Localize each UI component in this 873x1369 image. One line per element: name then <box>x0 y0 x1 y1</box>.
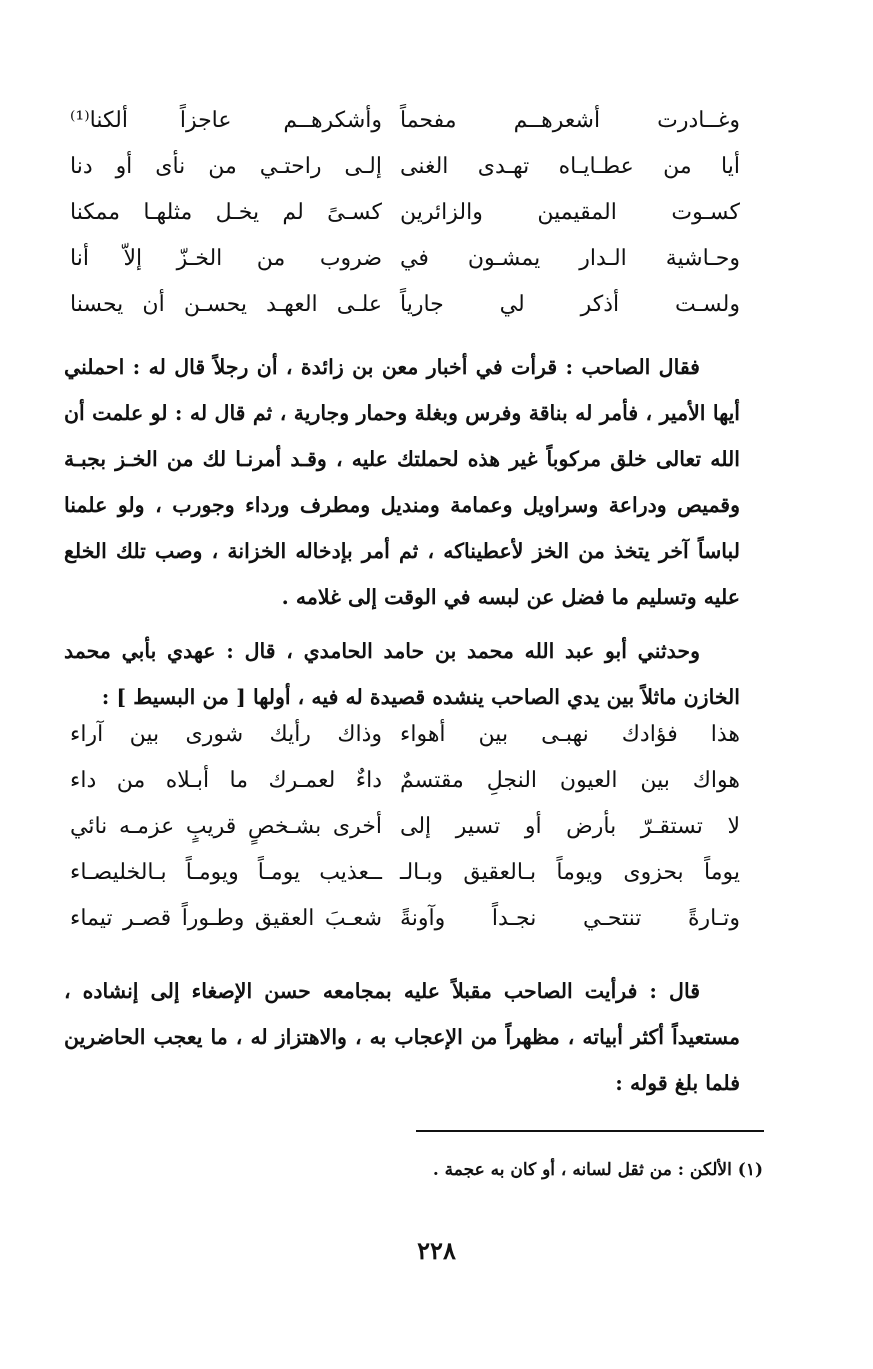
verse-second-hemistich: أخرى بشـخصٍ قريبٍ عزمـه نائي <box>70 814 382 839</box>
verse-first-hemistich: كسـوت المقيمين والزائرين <box>400 200 740 225</box>
verse-first-hemistich: لا تستقـرّ بأرض أو تسير إلى <box>400 814 740 839</box>
verse-line <box>70 722 740 768</box>
verse-first-hemistich: هواك بين العيون النجلِ مقتسمٌ <box>400 768 740 793</box>
verse-first-hemistich: يوماً بحزوى ويوماً بـالعقيق وبـالـ <box>400 860 740 885</box>
verse-line <box>70 246 740 292</box>
verse-second-hemistich: علـى العهـد يحسـن أن يحسنا <box>70 292 382 317</box>
verse-line <box>70 200 740 246</box>
verse-second-hemistich: إلـى راحتـي من نأى أو دنا <box>70 154 382 179</box>
verse-first-hemistich: وحـاشية الـدار يمشـون في <box>400 246 740 271</box>
verse-second-hemistich: ضروب من الخـزّ إلاّ أنا <box>70 246 382 271</box>
verse-first-hemistich: وتـارةً تنتحـي نجـداً وآونةً <box>400 906 740 931</box>
verse-second-hemistich: كسـىً لم يخـل مثلهـا ممكنا <box>70 200 382 225</box>
verse-second-hemistich: وأشكرهــم عاجزاً ألكنا⁽¹⁾ <box>70 108 382 133</box>
verse-line <box>70 768 740 814</box>
verse-first-hemistich: ولسـت أذكر لي جارياً <box>400 292 740 317</box>
prose-paragraph-1 <box>64 344 740 620</box>
verse-second-hemistich: شعـبَ العقيق وطـوراً قصـر تيماء <box>70 906 382 931</box>
verse-line <box>70 814 740 860</box>
footnote: (١) الألكن : من ثقل لسانه ، أو كان به عجمة . <box>432 1160 763 1180</box>
verse-line <box>70 860 740 906</box>
verse-second-hemistich: ــعذيب يومـاً ويومـاً بـالخليصـاء <box>70 860 382 885</box>
poem-block-2 <box>70 722 740 952</box>
prose-paragraph-2 <box>64 628 740 720</box>
footnote-separator <box>416 1130 764 1132</box>
verse-first-hemistich: هذا فؤادك نهبـى بين أهواء <box>400 722 740 747</box>
poem-block-1 <box>70 108 740 338</box>
verse-line <box>70 154 740 200</box>
verse-second-hemistich: وذاك رأيك شورى بين آراء <box>70 722 382 747</box>
paragraph-text: فقال الصاحب : قرأت في أخبار معن بن زائدة ، أن رجلاً قال له : احملني أيها الأمير ، فأمر له بناقة وفرس وبغلة وحمار وجارية ، ثم قال له : لو علمت أن الله تعالى خلق مركوباً غير هذه لحملتك عليه ، وقـد أمرنـا لك من الخـز بجبـة وقميص ودراعة وسراويل وعمامة ومنديل ومطرف ورداء وجورب ، ولو علمنا لباساً آخر يتخذ من الخز لأعطيناكه ، ثم أمر بإدخاله الخزانة ، وصب تلك الخلع عليه وتسليم ما فضل عن لبسه في الوقت إلى غلامه . <box>64 355 740 609</box>
page-number: ٢٢٨ <box>417 1236 456 1265</box>
paragraph-text: قال : فرأيت الصاحب مقبلاً عليه بمجامعه حسن الإصغاء إلى إنشاده ، مستعيداً أكثر أبياته ، مظهراً من الإعجاب به ، والاهتزاز له ، ما يعجب الحاضرين فلما بلغ قوله : <box>64 979 740 1095</box>
prose-paragraph-3 <box>64 968 740 1106</box>
verse-line <box>70 108 740 154</box>
verse-first-hemistich: وغــادرت أشعرهــم مفحماً <box>400 108 740 133</box>
paragraph-text: وحدثني أبو عبد الله محمد بن حامد الحامدي ، قال : عهدي بأبي محمد الخازن ماثلاً بين يدي الصاحب ينشده قصيدة له فيه ، أولها [ من البسيط ] : <box>64 639 740 709</box>
verse-line <box>70 906 740 952</box>
verse-first-hemistich: أيا من عطـايـاه تهـدى الغنى <box>400 154 740 179</box>
verse-line <box>70 292 740 338</box>
verse-second-hemistich: داءٌ لعمـرك ما أبـلاه من داء <box>70 768 382 793</box>
